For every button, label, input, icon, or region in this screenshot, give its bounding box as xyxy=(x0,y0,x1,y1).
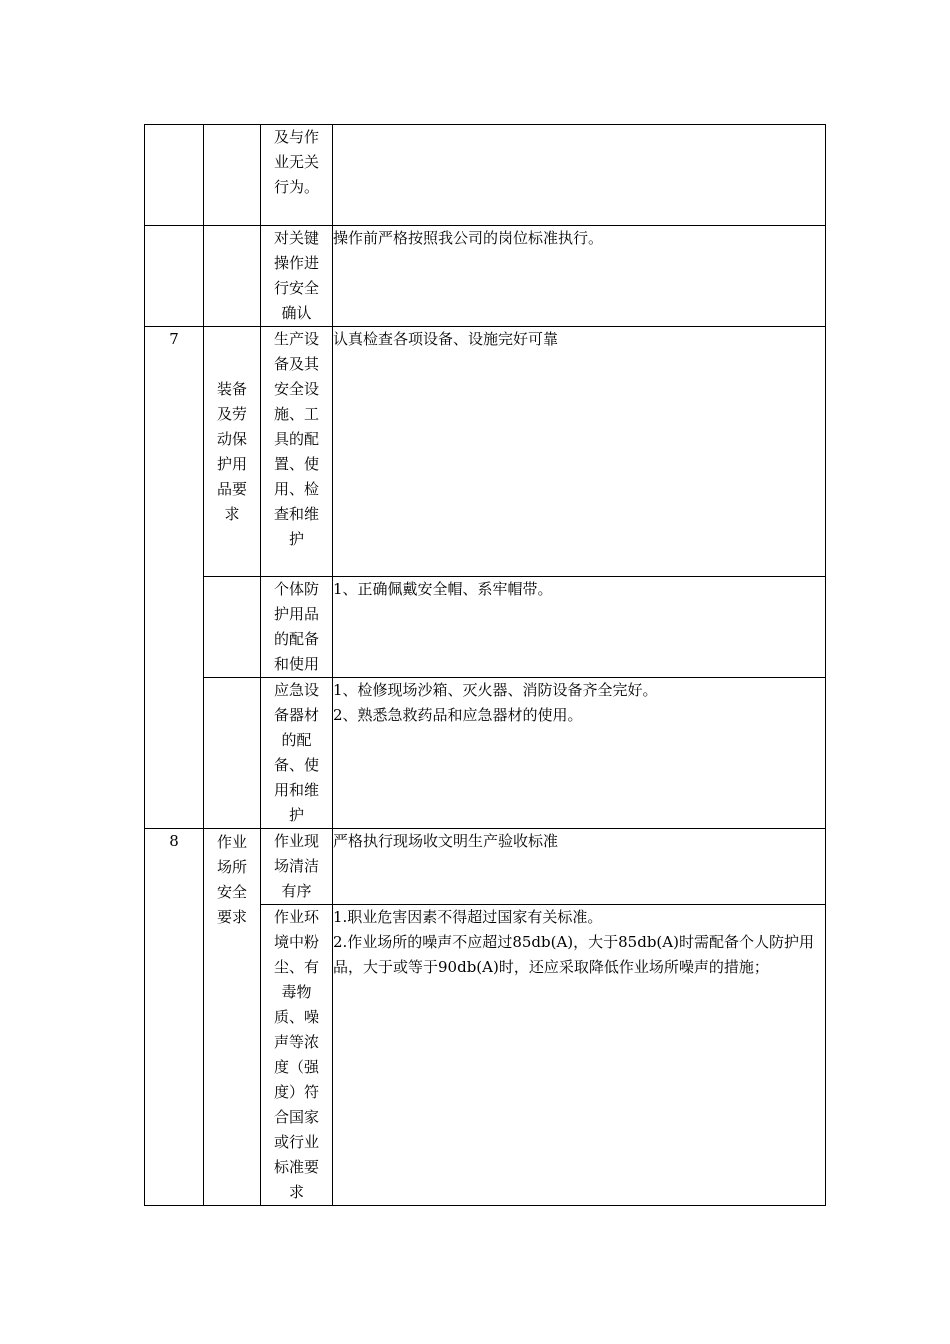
section-number xyxy=(145,327,204,829)
number-cell xyxy=(145,226,204,327)
item-text: 个体防护用品的配备和使用 xyxy=(273,580,319,673)
content-cell xyxy=(333,226,826,327)
number-cell xyxy=(145,125,204,226)
safety-requirements-table xyxy=(144,124,826,1206)
content-line: 2.作业场所的噪声不应超过85db(A)，大于85db(A)时需配备个人防护用品，大于或等于90db(A)时，还应采取降低作业场所噪声的措施； xyxy=(333,933,814,976)
content-cell xyxy=(333,905,826,1206)
item-cell xyxy=(261,678,333,829)
content-line: 操作前严格按照我公司的岗位标准执行。 xyxy=(333,229,604,247)
category-cell xyxy=(204,226,261,327)
content-line: 认真检查各项设备、设施完好可靠 xyxy=(333,330,559,348)
content-line: 1.职业危害因素不得超过国家有关标准。 xyxy=(333,908,603,926)
item-cell xyxy=(261,905,333,1206)
content-line: 2、熟悉急救药品和应急器材的使用。 xyxy=(333,706,583,724)
section-number xyxy=(145,829,204,1206)
item-text: 生产设备及其安全设施、工具的配置、使用、检查和维护 xyxy=(273,330,319,548)
content-line: 严格执行现场收文明生产验收标准 xyxy=(333,832,559,850)
item-text: 作业现场清洁有序 xyxy=(273,832,319,900)
content-line: 1、检修现场沙箱、灭火器、消防设备齐全完好。 xyxy=(333,681,658,699)
item-cell xyxy=(261,327,333,577)
item-text: 及与作业无关行为。 xyxy=(273,128,319,196)
category-text: 作业场所安全要求 xyxy=(216,833,247,926)
item-cell xyxy=(261,226,333,327)
content-cell xyxy=(333,678,826,829)
category-cell xyxy=(204,829,261,1206)
table-row xyxy=(145,577,826,678)
table-row xyxy=(145,678,826,829)
table-row xyxy=(145,125,826,226)
item-cell xyxy=(261,125,333,226)
category-cell xyxy=(204,327,261,577)
item-cell xyxy=(261,829,333,905)
content-cell xyxy=(333,577,826,678)
item-cell xyxy=(261,577,333,678)
category-text: 装备及劳动保护用品要求 xyxy=(216,380,247,523)
section-number-text: 8 xyxy=(169,832,179,850)
section-number-text: 7 xyxy=(169,330,179,348)
item-text: 作业环境中粉尘、有毒物质、噪声等浓度（强度）符合国家或行业标准要求 xyxy=(273,908,319,1201)
category-cell xyxy=(204,678,261,829)
category-cell xyxy=(204,577,261,678)
table-row xyxy=(145,829,826,905)
content-cell xyxy=(333,829,826,905)
table-row xyxy=(145,226,826,327)
category-cell xyxy=(204,125,261,226)
content-line: 1、正确佩戴安全帽、系牢帽带。 xyxy=(333,580,553,598)
item-text: 对关键操作进行安全确认 xyxy=(273,229,319,322)
content-cell xyxy=(333,125,826,226)
content-cell xyxy=(333,327,826,577)
table-row xyxy=(145,327,826,577)
item-text: 应急设备器材的配备、使用和维护 xyxy=(273,681,319,824)
